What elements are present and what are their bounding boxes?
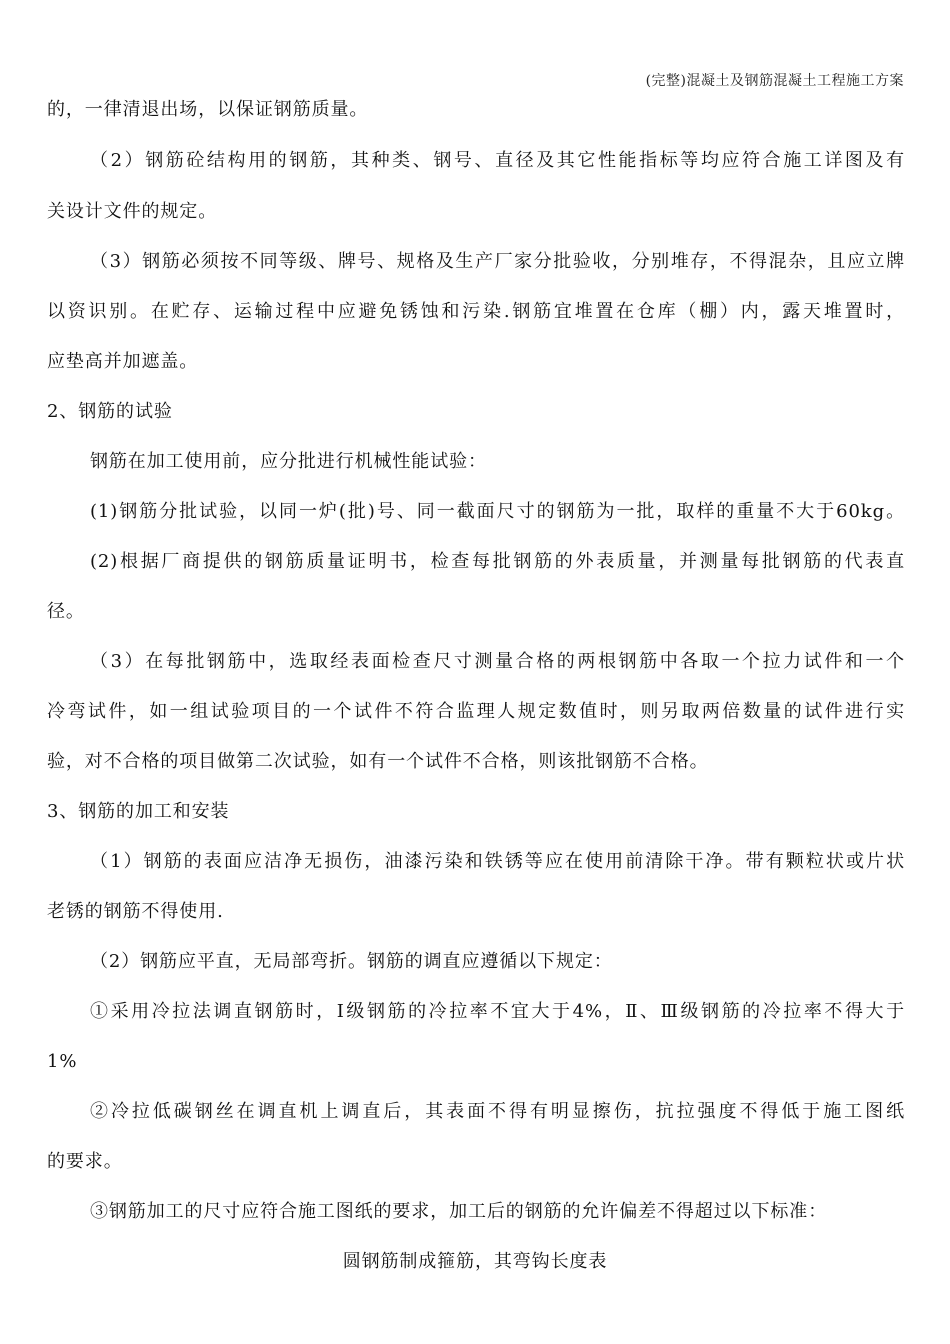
text-line: (2)根据厂商提供的钢筋质量证明书，检查每批钢筋的外表质量，并测量每批钢筋的代表直	[90, 551, 905, 572]
text-line: ③钢筋加工的尺寸应符合施工图纸的要求，加工后的钢筋的允许偏差不得超过以下标准：	[90, 1201, 828, 1222]
text-line: （2）钢筋应平直，无局部弯折。钢筋的调直应遵循以下规定：	[90, 951, 613, 972]
text-line: 的要求。	[47, 1151, 123, 1172]
text-line: 验，对不合格的项目做第二次试验，如有一个试件不合格，则该批钢筋不合格。	[47, 751, 709, 772]
text-line: （3）钢筋必须按不同等级、牌号、规格及生产厂家分批验收，分别堆存，不得混杂，且应立牌	[90, 251, 905, 272]
text-line: 老锈的钢筋不得使用.	[47, 901, 224, 922]
text-line: （2）钢筋砼结构用的钢筋，其种类、钢号、直径及其它性能指标等均应符合施工详图及有	[90, 150, 905, 171]
text-line: 应垫高并加遮盖。	[47, 351, 199, 372]
text-line: 1%	[47, 1051, 78, 1072]
text-line: ②冷拉低碳钢丝在调直机上调直后，其表面不得有明显擦伤，抗拉强度不得低于施工图纸	[90, 1101, 905, 1122]
table-caption: 圆钢筋制成箍筋，其弯钩长度表	[342, 1251, 608, 1272]
section-heading: 2、钢筋的试验	[47, 401, 173, 422]
text-line: （1）钢筋的表面应洁净无损伤，油漆污染和铁锈等应在使用前清除干净。带有颗粒状或片状	[90, 851, 905, 872]
text-line: (1)钢筋分批试验，以同一炉(批)号、同一截面尺寸的钢筋为一批，取样的重量不大于60kg。	[90, 501, 905, 522]
text-line: 钢筋在加工使用前，应分批进行机械性能试验：	[90, 451, 487, 472]
text-line: 关设计文件的规定。	[47, 201, 218, 222]
text-line: （3）在每批钢筋中，选取经表面检查尺寸测量合格的两根钢筋中各取一个拉力试件和一个	[90, 651, 905, 672]
text-line: 以资识别。在贮存、运输过程中应避免锈蚀和污染.钢筋宜堆置在仓库（棚）内，露天堆置时，	[47, 301, 905, 322]
text-line: 冷弯试件，如一组试验项目的一个试件不符合监理人规定数值时，则另取两倍数量的试件进行实	[47, 701, 905, 722]
text-line: 径。	[47, 601, 85, 622]
section-heading: 3、钢筋的加工和安装	[47, 801, 230, 822]
page-header: (完整)混凝土及钢筋混凝土工程施工方案	[645, 73, 904, 89]
text-line: 的，一律清退出场，以保证钢筋质量。	[47, 99, 369, 120]
text-line: ①采用冷拉法调直钢筋时，Ⅰ级钢筋的冷拉率不宜大于4%，Ⅱ、Ⅲ级钢筋的冷拉率不得大于	[90, 1001, 905, 1022]
